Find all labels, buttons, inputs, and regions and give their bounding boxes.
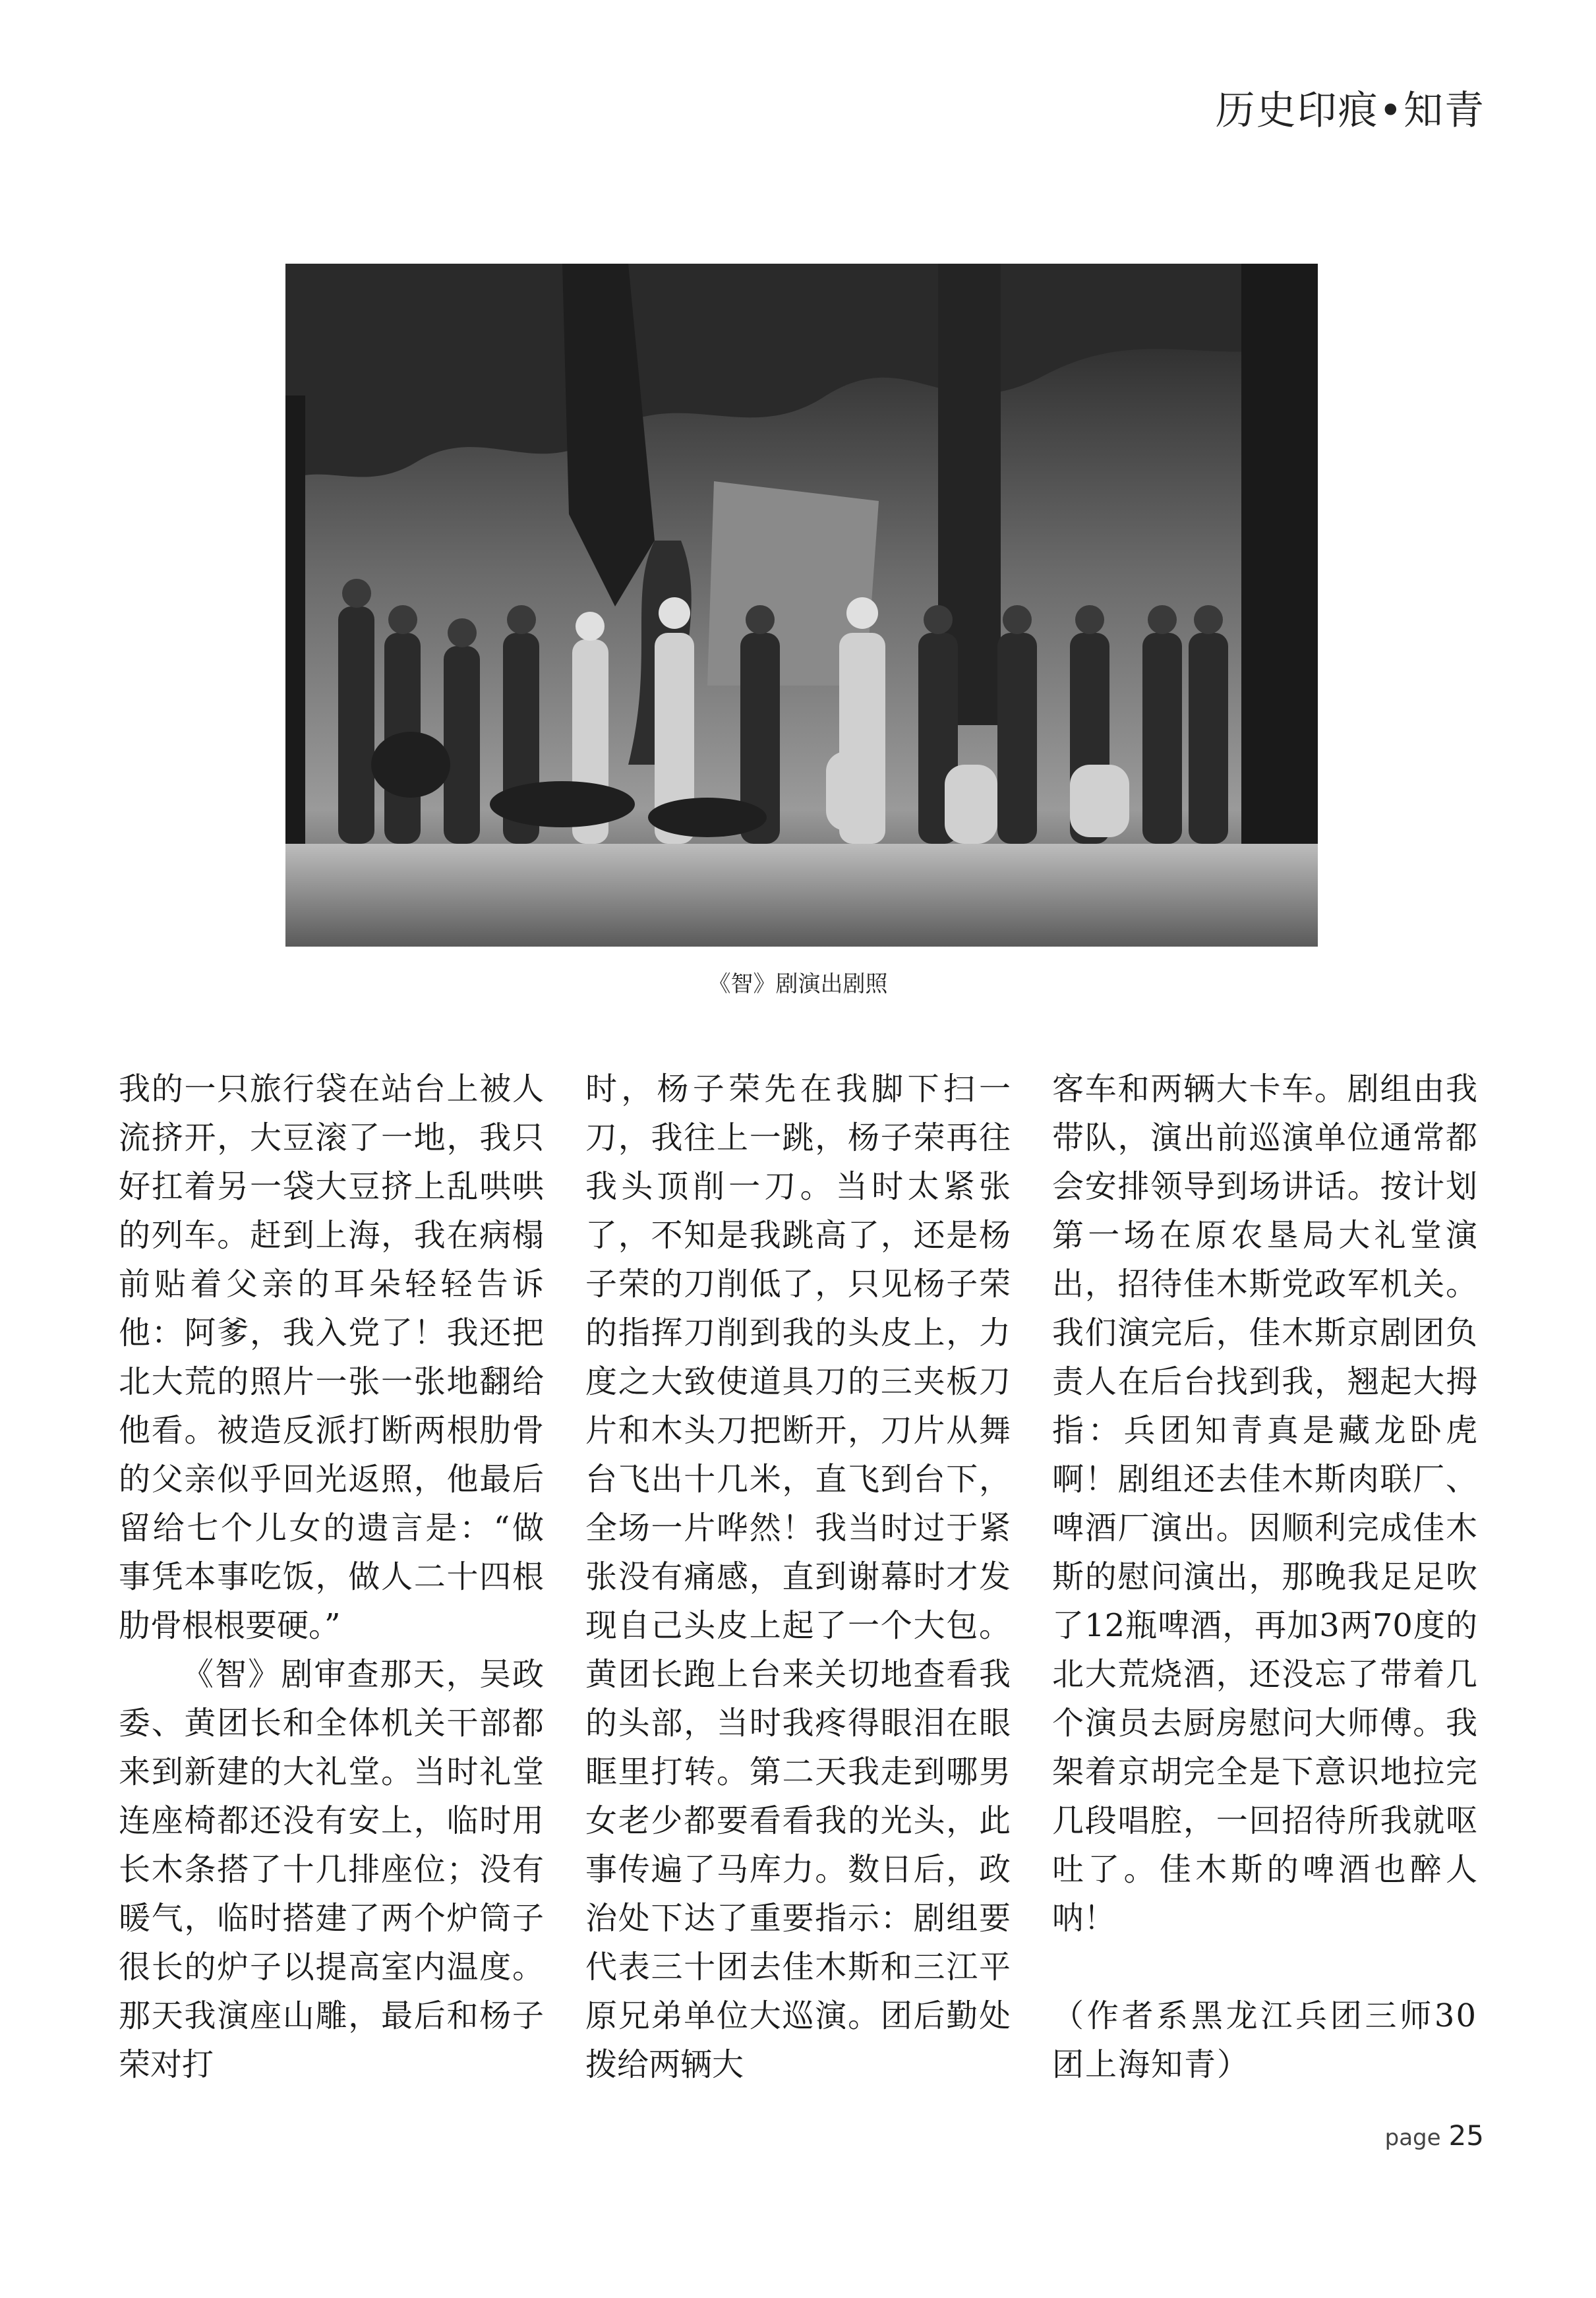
paragraph: 客车和两辆大卡车。剧组由我带队，演出前巡演单位通常都会安排领导到场讲话。按计划第一场在原农垦局大礼堂演出，招待佳木斯党政军机关。我们演完后，佳木斯京剧团负责人在后台找到我，翘起大拇指：兵团知青真是藏龙卧虎啊！剧组还去佳木斯肉联厂、啤酒厂演出。因顺利完成佳木斯的慰问演出，那晚我足足吹了12瓶啤酒，再加3两70度的北大荒烧酒，还没忘了带着几个演员去厨房慰问大师傅。我架着京胡完全是下意识地拉完几段唱腔，一回招待所我就呕吐了。佳木斯的啤酒也醉人呐！ [1052, 1071, 1477, 1937]
paragraph: 时，杨子荣先在我脚下扫一刀，我往上一跳，杨子荣再往我头顶削一刀。当时太紧张了，不知是我跳高了，还是杨子荣的刀削低了，只见杨子荣的指挥刀削到我的头皮上，力度之大致使道具刀的三夹板刀片和木头刀把断开，刀片从舞台飞出十几米，直飞到台下，全场一片哗然！我当时过于紧张没有痛感，直到谢幕时才发现自己头皮上起了一个大包。黄团长跑上台来关切地查看我的头部，当时我疼得眼泪在眼眶里打转。第二天我走到哪男女老少都要看看我的光头，此事传遍了马库力。数日后，政治处下达了重要指示：剧组要代表三十团去佳木斯和三江平原兄弟单位大巡演。团后勤处拨给两辆大 [585, 1071, 1011, 2083]
paragraph: 《智》剧审查那天，吴政委、黄团长和全体机关干部都来到新建的大礼堂。当时礼堂连座椅都还没有安上，临时用长木条搭了十几排座位；没有暖气，临时搭建了两个炉筒子很长的炉子以提高室内温度。那天我演座山雕，最后和杨子荣对打 [119, 1656, 544, 2083]
page-label: page [1384, 2125, 1441, 2151]
section-title: 历史印痕•知青 [1215, 88, 1485, 134]
photo-caption: 《智》剧演出剧照 [708, 971, 888, 997]
stage-photo [285, 264, 1318, 947]
page-number [1385, 2119, 1484, 2152]
article-column-3 [1052, 1065, 1477, 2089]
article-column-1 [119, 1065, 544, 2089]
paragraph: 我的一只旅行袋在站台上被人流挤开，大豆滚了一地，我只好扛着另一袋大豆挤上乱哄哄的列车。赶到上海，我在病榻前贴着父亲的耳朵轻轻告诉他：阿爹，我入党了！我还把北大荒的照片一张一张地翻给他看。被造反派打断两根肋骨的父亲似乎回光返照，他最后留给七个儿女的遗言是：“做事凭本事吃饭，做人二十四根肋骨根根要硬。” [119, 1071, 544, 1644]
page-number-value: 25 [1448, 2119, 1484, 2152]
author-note: （作者系黑龙江兵团三师30团上海知青） [1052, 1997, 1477, 2083]
article-column-2 [585, 1065, 1011, 2089]
